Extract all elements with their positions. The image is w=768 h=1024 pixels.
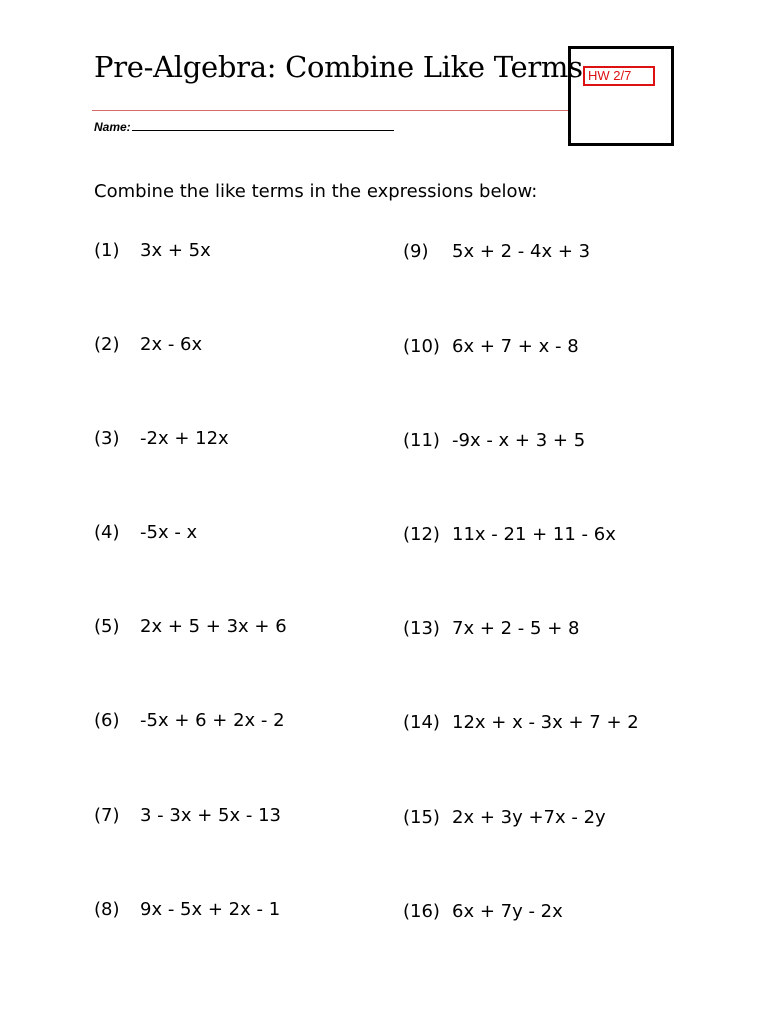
- problem-number: (13): [403, 618, 440, 639]
- problem-expression: -9x - x + 3 + 5: [452, 430, 586, 451]
- problem-expression: 11x - 21 + 11 - 6x: [452, 524, 616, 545]
- problem-number: (10): [403, 336, 440, 357]
- problem-number: (3): [94, 428, 120, 449]
- problem-number: (8): [94, 899, 120, 920]
- problem-expression: 12x + x - 3x + 7 + 2: [452, 712, 639, 733]
- problem-expression: -2x + 12x: [140, 428, 229, 449]
- homework-box: [568, 46, 674, 146]
- problem-expression: 3x + 5x: [140, 240, 211, 261]
- instructions: Combine the like terms in the expressions below:: [94, 181, 538, 202]
- problem-expression: 5x + 2 - 4x + 3: [452, 241, 591, 262]
- title-divider: [92, 110, 568, 111]
- problem-expression: 6x + 7 + x - 8: [452, 336, 579, 357]
- problem-expression: 2x + 3y +7x - 2y: [452, 807, 606, 828]
- name-blank-line[interactable]: [132, 119, 394, 131]
- problem-expression: 9x - 5x + 2x - 1: [140, 899, 281, 920]
- problem-expression: 2x - 6x: [140, 334, 203, 355]
- problem-number: (2): [94, 334, 120, 355]
- problem-expression: -5x + 6 + 2x - 2: [140, 710, 285, 731]
- problem-number: (11): [403, 430, 440, 451]
- homework-label: HW 2/7: [583, 66, 655, 86]
- problem-number: (15): [403, 807, 440, 828]
- problem-number: (1): [94, 240, 120, 261]
- problem-number: (5): [94, 616, 120, 637]
- problem-expression: 3 - 3x + 5x - 13: [140, 805, 281, 826]
- problem-number: (12): [403, 524, 440, 545]
- problem-expression: 2x + 5 + 3x + 6: [140, 616, 287, 637]
- problem-number: (9): [403, 241, 429, 262]
- problem-number: (4): [94, 522, 120, 543]
- problem-number: (6): [94, 710, 120, 731]
- name-label: Name:: [94, 120, 131, 134]
- problem-expression: 6x + 7y - 2x: [452, 901, 563, 922]
- problem-expression: -5x - x: [140, 522, 198, 543]
- problem-number: (7): [94, 805, 120, 826]
- problem-number: (14): [403, 712, 440, 733]
- problem-expression: 7x + 2 - 5 + 8: [452, 618, 580, 639]
- name-row: [94, 119, 394, 134]
- worksheet-title: Pre-Algebra: Combine Like Terms: [94, 50, 583, 84]
- problem-number: (16): [403, 901, 440, 922]
